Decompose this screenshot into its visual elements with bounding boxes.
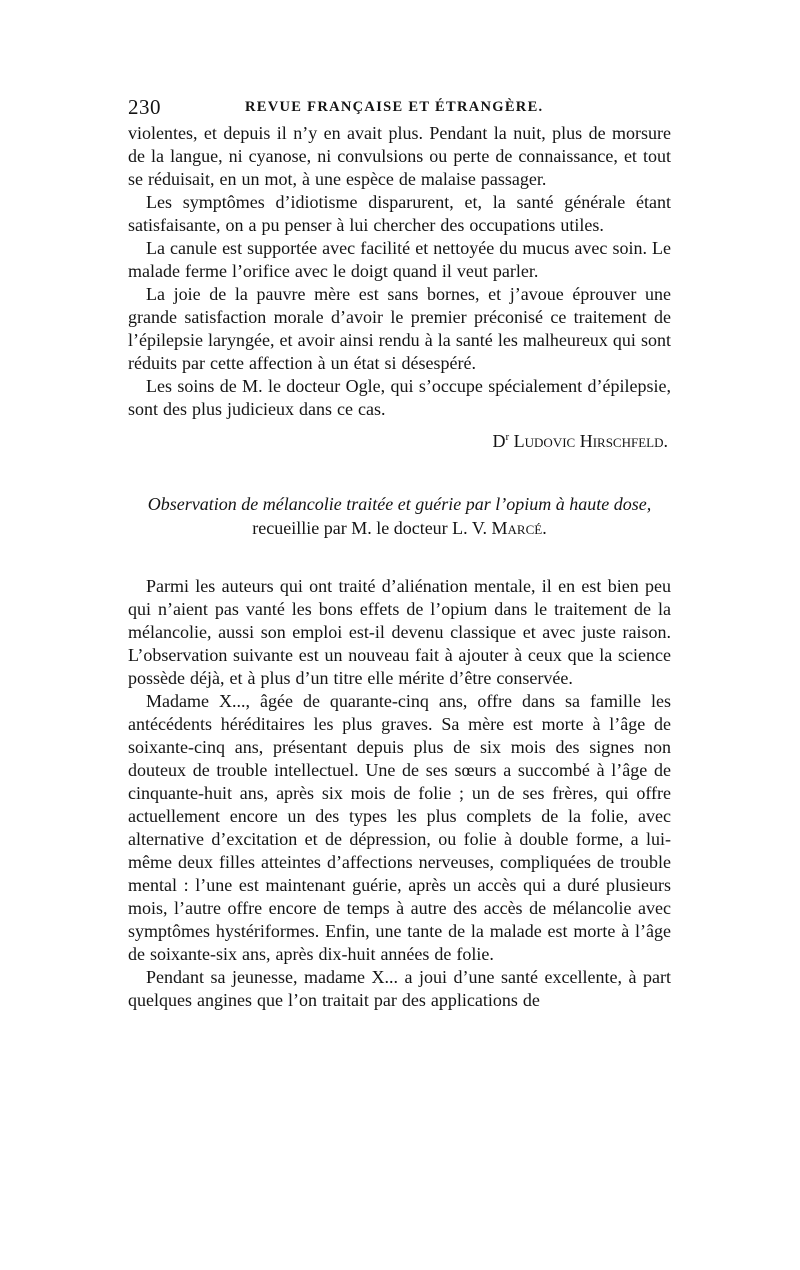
signature-title: D: [492, 431, 506, 451]
article-body: [128, 575, 671, 1012]
journal-title: REVUE FRANÇAISE ET ÉTRANGÈRE.: [245, 99, 544, 115]
article-title-italic: Observation de mélancolie traitée et guérie par l’opium à haute dose,: [147, 494, 652, 514]
page-number: 230: [128, 95, 161, 119]
article-author: Marcé.: [491, 518, 547, 538]
paragraph: Parmi les auteurs qui ont traité d’aliénation mentale, il en est bien peu qui n’aient pas vanté les bons effets de l’opium dans le traitement de la mélancolie, aussi son emploi est-il devenu classique et avec juste raison. L’observation suivante est un nouveau fait à ajouter à ceux que la science possède déjà, et à plus d’un titre elle mérite d’être conservée.: [128, 576, 671, 688]
paragraph: Les soins de M. le docteur Ogle, qui s’occupe spécialement d’épilepsie, sont des plus judicieux dans ce cas.: [128, 376, 671, 419]
signature-name: Ludovic Hirschfeld.: [513, 431, 668, 451]
book-page: [128, 92, 671, 1012]
paragraph: Pendant sa jeunesse, madame X... a joui d’une santé excellente, à part quelques angines que l’on traitait par des applications de: [128, 967, 671, 1010]
author-signature: [128, 430, 671, 453]
previous-article-ending: [128, 122, 671, 421]
paragraph: La canule est supportée avec facilité et nettoyée du mucus avec soin. Le malade ferme l’orifice avec le doigt quand il veut parler.: [128, 238, 671, 281]
paragraph: Les symptômes d’idiotisme disparurent, et, la santé générale étant satisfaisante, on a pu penser à lui chercher des occupations utiles.: [128, 192, 671, 235]
paragraph: La joie de la pauvre mère est sans bornes, et j’avoue éprouver une grande satisfaction morale d’avoir le premier préconisé ce traitement de l’épilepsie laryngée, et avoir ainsi rendu à la santé les malheureux qui sont réduits par cette affection à un état si désespéré.: [128, 284, 671, 373]
article-title: [128, 492, 671, 540]
paragraph: Madame X..., âgée de quarante-cinq ans, offre dans sa famille les antécédents héréditaires les plus graves. Sa mère est morte à l’âge de soixante-cinq ans, présentant depuis plus de six mois des signes non douteux de trouble intellectuel. Une de ses sœurs a succombé à l’âge de cinquante-huit ans, après six mois de folie ; un de ses frères, qui offre actuellement encore un des types les plus complets de la folie, avec alternative d’excitation et de dépression, ou folie à double forme, a lui-même deux filles atteintes d’affections nerveuses, compliquées de trouble mental : l’une est maintenant guérie, après un accès qui a duré plusieurs mois, l’autre offre encore de temps à autre des accès de mélancolie avec symptômes hystériformes. Enfin, une tante de la malade est morte à l’âge de soixante-six ans, après dix-huit années de folie.: [128, 691, 671, 964]
paragraph: violentes, et depuis il n’y en avait plus. Pendant la nuit, plus de morsure de la langue, ni cyanose, ni convulsions ou perte de connaissance, et tout se réduisait, en un mot, à une espèce de malaise passager.: [128, 123, 671, 189]
signature-title-superscript: r: [505, 431, 510, 443]
article-byline: recueillie par M. le docteur L. V.: [252, 518, 488, 538]
running-head: [128, 92, 671, 122]
